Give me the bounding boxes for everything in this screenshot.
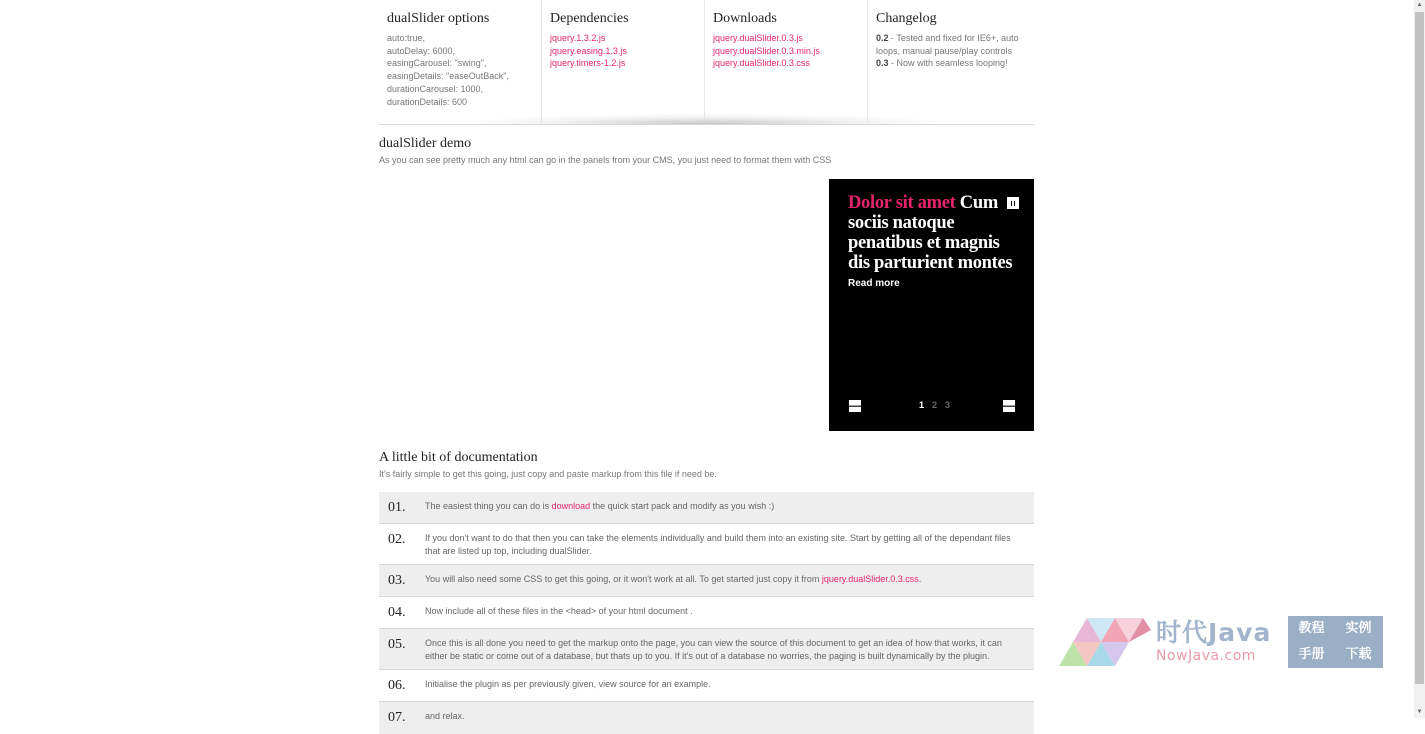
- step-number: 07.: [388, 710, 406, 725]
- documentation-title: A little bit of documentation: [379, 450, 538, 465]
- option-line: autoDelay: 6000,: [387, 45, 456, 56]
- slide-heading-highlight: Dolor sit amet: [848, 193, 956, 213]
- step-text: Initialise the plugin as per previously given, view source for an example.: [425, 679, 711, 689]
- step-text-part: .: [918, 574, 922, 584]
- step-text: Once this is all done you need to get the markup onto the page, you can view the source of this document to get an idea of how that works, it can either be static or come out of a database, but thats up to you. If it's out of a database no worries, the paging is built dynamically by the plugin.: [425, 638, 1002, 661]
- watermark-item[interactable]: 实例: [1345, 621, 1372, 636]
- download-link[interactable]: jquery.dualSlider.0.3.css: [713, 58, 810, 69]
- demo-subtitle: As you can see pretty much any html can go in the panels from your CMS, you just need to format them with CSS: [379, 155, 832, 165]
- options-list: [387, 32, 541, 108]
- download-link[interactable]: jquery.dualSlider.0.3.min.js: [713, 45, 820, 56]
- watermark-url: NowJava.com: [1156, 648, 1256, 664]
- list-item: [379, 597, 1034, 629]
- step-text: Now include all of these files in the <head> of your html document .: [425, 606, 693, 616]
- downloads-list: [713, 32, 867, 70]
- changelog-title: Changelog: [876, 11, 937, 26]
- next-button[interactable]: [996, 400, 1022, 412]
- triangle-logo-icon: [1059, 618, 1151, 666]
- pause-button[interactable]: [1007, 197, 1019, 209]
- options-column: [379, 0, 542, 124]
- vertical-scrollbar[interactable]: [1414, 0, 1425, 718]
- list-item: [379, 565, 1034, 597]
- download-pack-link[interactable]: download: [551, 501, 591, 511]
- options-title: dualSlider options: [387, 11, 490, 26]
- downloads-column: [705, 0, 868, 124]
- section-divider: [379, 110, 1034, 125]
- list-item: [379, 492, 1034, 524]
- pause-icon: [1014, 201, 1016, 206]
- watermark-item[interactable]: 手册: [1298, 647, 1325, 662]
- step-number: 06.: [388, 678, 406, 693]
- watermark-item[interactable]: 教程: [1298, 621, 1325, 636]
- watermark-item[interactable]: 下载: [1345, 647, 1372, 662]
- changelog-text: - Tested and fixed for IE6+, auto loops, manual pause/play controls: [876, 33, 1019, 56]
- pager-item[interactable]: 1: [918, 400, 925, 411]
- slide-heading-text: Cum sociis natoque penatibus et magnis dis parturient montes: [848, 193, 1013, 273]
- list-item: [379, 702, 1034, 734]
- step-text: [425, 500, 1015, 513]
- option-line: durationCarousel: 1000,: [387, 83, 484, 94]
- pause-icon: [1011, 201, 1013, 206]
- changelog-column: [868, 0, 1034, 124]
- dependencies-title: Dependencies: [550, 11, 629, 26]
- step-text-part: the quick start pack and modify as you wish :): [590, 501, 775, 511]
- read-more-link[interactable]: Read more: [848, 278, 900, 289]
- dependencies-column: [542, 0, 705, 124]
- pager-item[interactable]: 2: [931, 400, 938, 411]
- dependency-link[interactable]: jquery.easing.1.3.js: [550, 45, 627, 56]
- list-item: [379, 524, 1034, 565]
- list-item: [379, 629, 1034, 670]
- changelog-list: [876, 32, 1034, 70]
- arrow-left-icon: 🡐: [842, 401, 868, 411]
- demo-title: dualSlider demo: [379, 136, 472, 151]
- slider-details-panel: [829, 179, 1034, 431]
- slide-heading: [848, 193, 1016, 273]
- option-line: auto:true,: [387, 33, 426, 43]
- arrow-right-icon: 🡒: [996, 401, 1022, 411]
- dependency-link[interactable]: jquery.1.3.2.js: [550, 33, 606, 43]
- step-text: If you don't want to do that then you can take the elements individually and build them into an existing site. Start by getting all of the dependant files that are listed up top, including dualSlider.: [425, 533, 1011, 556]
- step-text-part: The easiest thing you can do is: [425, 501, 552, 511]
- step-text: and relax.: [425, 711, 465, 721]
- watermark-logo: [1059, 616, 1383, 668]
- step-text: [425, 573, 1015, 586]
- changelog-entry: [876, 57, 1034, 70]
- list-item: [379, 670, 1034, 702]
- option-line: easingDetails: "easeOutBack",: [387, 71, 509, 82]
- step-number: 04.: [388, 605, 406, 620]
- slider-pager: [915, 400, 954, 411]
- documentation-subtitle: It's fairly simple to get this going, just copy and paste markup from this file if need be.: [379, 469, 717, 479]
- changelog-version: 0.3: [876, 58, 889, 69]
- dependencies-list: [550, 32, 704, 70]
- dependency-link[interactable]: jquery.timers-1.2.js: [550, 58, 626, 69]
- documentation-steps: [379, 492, 1034, 734]
- option-line: easingCarousel: "swing",: [387, 58, 487, 69]
- download-link[interactable]: jquery.dualSlider.0.3.js: [713, 33, 803, 43]
- pager-item[interactable]: 3: [944, 400, 951, 411]
- changelog-text: - Now with seamless looping!: [888, 58, 1008, 69]
- step-number: 02.: [388, 532, 406, 547]
- downloads-title: Downloads: [713, 11, 777, 26]
- watermark-menu: [1288, 616, 1383, 668]
- scroll-down-icon[interactable]: ▼: [1416, 709, 1423, 715]
- scrollbar-thumb[interactable]: [1415, 12, 1424, 684]
- changelog-entry: [876, 32, 1034, 57]
- changelog-version: 0.2: [876, 33, 889, 43]
- info-columns: [379, 0, 1034, 124]
- scroll-up-icon[interactable]: ▲: [1416, 2, 1423, 8]
- prev-button[interactable]: [842, 400, 868, 412]
- watermark-name: 时代Java: [1156, 618, 1272, 647]
- step-number: 01.: [388, 500, 406, 515]
- step-number: 03.: [388, 573, 406, 588]
- step-number: 05.: [388, 637, 406, 652]
- option-line: durationDetails: 600: [387, 96, 468, 107]
- css-file-link[interactable]: jquery.dualSlider.0.3.css: [821, 574, 919, 584]
- step-text-part: You will also need some CSS to get this going, or it won't work at all. To get started just copy it from: [425, 574, 822, 584]
